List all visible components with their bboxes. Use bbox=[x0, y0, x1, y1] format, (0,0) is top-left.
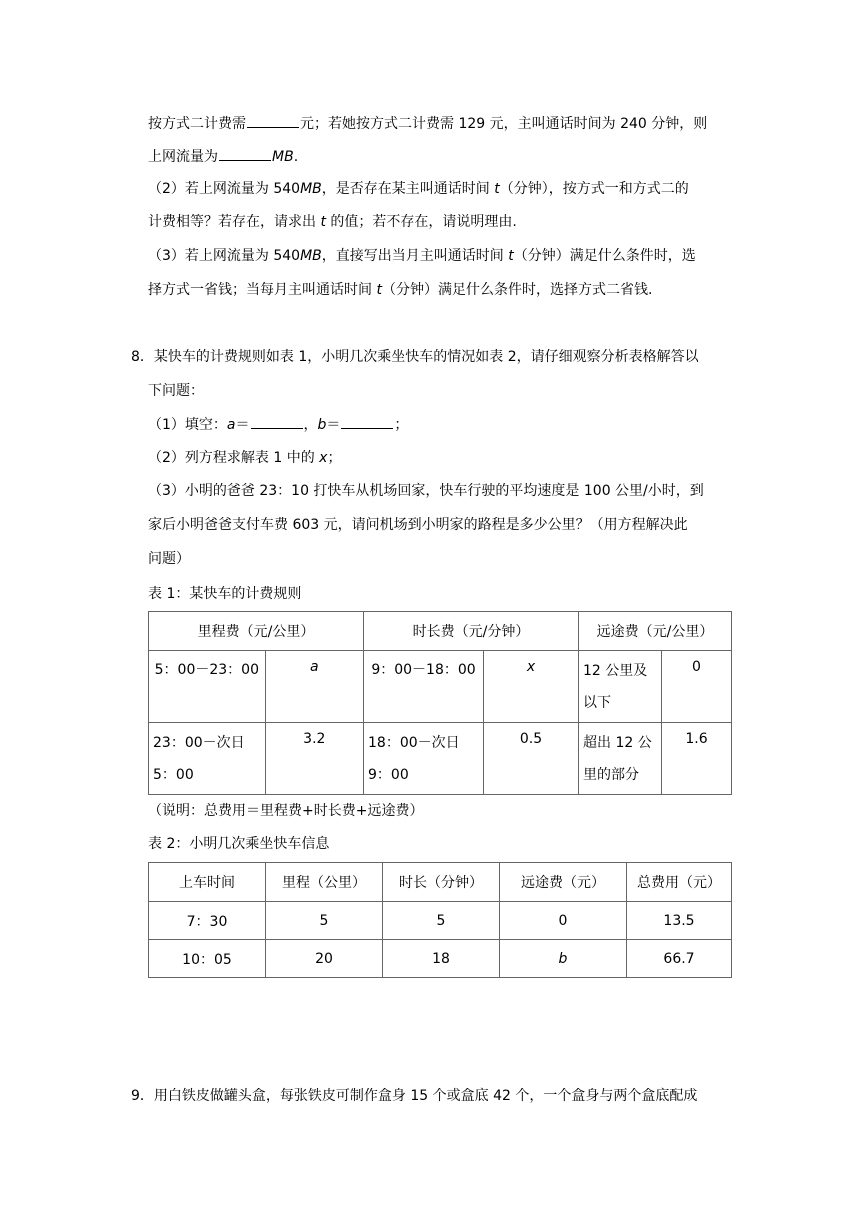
q7-text: （分钟）满足什么条件时，选 bbox=[513, 248, 696, 264]
table1-caption: 表 1：某快车的计费规则 bbox=[148, 586, 302, 602]
table1-cell: 1.6 bbox=[662, 723, 732, 795]
table2-caption: 表 2：小明几次乘坐快车信息 bbox=[148, 836, 330, 852]
table1-cell: 超出 12 公里的部分 bbox=[579, 723, 662, 795]
q7-text: ，是否存在某主叫通话时间 bbox=[321, 181, 490, 197]
var-t: t bbox=[508, 248, 514, 264]
table2-cell: 0 bbox=[500, 902, 627, 940]
q7-text: 元；若她按方式二计费需 129 元，主叫通话时间为 240 分钟，则 bbox=[300, 116, 708, 132]
q7-line2 bbox=[148, 146, 298, 167]
table1-cell: 3.2 bbox=[265, 723, 363, 795]
q7-text: . bbox=[293, 149, 299, 165]
q8-intro-line1: 8．某快车的计费规则如表 1，小明几次乘坐快车的情况如表 2，请仔细观察分析表格解答以 bbox=[131, 349, 699, 365]
answer-blank-b[interactable] bbox=[341, 414, 393, 429]
q8-text: ； bbox=[394, 417, 409, 433]
q7-part2-line1 bbox=[148, 179, 689, 199]
q7-text: （分钟），按方式一和方式二的 bbox=[499, 181, 689, 197]
q7-text: 按方式二计费需 bbox=[148, 116, 246, 132]
q7-text: （3）若上网流量为 540 bbox=[148, 248, 301, 264]
table1-cell: 12 公里及以下 bbox=[579, 651, 662, 723]
q7-text: 计费相等？若存在，请求出 bbox=[148, 214, 316, 230]
var-t: t bbox=[320, 214, 326, 230]
table2 bbox=[148, 862, 732, 978]
table2-header: 上车时间 bbox=[149, 863, 266, 902]
answer-blank-a[interactable] bbox=[251, 414, 303, 429]
q8-text: （2）列方程求解表 1 中的 bbox=[148, 450, 315, 466]
table2-cell: 18 bbox=[383, 940, 500, 978]
table1-cell: 5：00－23：00 bbox=[149, 651, 266, 723]
q7-line1 bbox=[148, 113, 707, 134]
q7-part2-line2 bbox=[148, 212, 517, 232]
table1-header-mileage: 里程费（元/公里） bbox=[149, 612, 364, 651]
q8-intro-line2: 下问题： bbox=[148, 383, 204, 399]
table2-header: 时长（分钟） bbox=[383, 863, 500, 902]
var-b: b bbox=[317, 417, 327, 433]
table1-cell: 0.5 bbox=[484, 723, 579, 795]
q7-text: 的值；若不存在，请说明理由. bbox=[330, 214, 517, 230]
var-t: t bbox=[376, 282, 382, 298]
table2-cell: 13.5 bbox=[627, 902, 732, 940]
q8-text: （1）填空： bbox=[148, 417, 227, 433]
table1-cell: a bbox=[265, 651, 363, 723]
q8-text: ， bbox=[303, 417, 318, 433]
q8-part3-line1: （3）小明的爸爸 23：10 打快车从机场回家，快车行驶的平均速度是 100 公里/小时，到 bbox=[148, 483, 704, 499]
q9-line1: 9．用白铁皮做罐头盒，每张铁皮可制作盒身 15 个或盒底 42 个，一个盒身与两个盒底配成 bbox=[131, 1088, 698, 1104]
q8-part1 bbox=[148, 414, 408, 435]
answer-blank[interactable] bbox=[247, 113, 299, 128]
table1-cell: 0 bbox=[662, 651, 732, 723]
q8-part2 bbox=[148, 448, 341, 468]
q8-text: ＝ bbox=[235, 417, 250, 433]
q7-text: （2）若上网流量为 540 bbox=[148, 181, 301, 197]
table2-header: 总费用（元） bbox=[627, 863, 732, 902]
answer-blank[interactable] bbox=[219, 146, 271, 161]
var-x: x bbox=[319, 450, 328, 466]
q7-text: ，直接写出当月主叫通话时间 bbox=[321, 248, 504, 264]
q7-text: 上网流量为 bbox=[148, 149, 218, 165]
table2-header: 里程（公里） bbox=[266, 863, 383, 902]
table1-cell: 23：00－次日 5：00 bbox=[149, 723, 266, 795]
table1-cell: 9：00－18：00 bbox=[364, 651, 484, 723]
q7-text: （分钟）满足什么条件时，选择方式二省钱. bbox=[381, 282, 653, 298]
table2-cell: 10：05 bbox=[149, 940, 266, 978]
table1-cell: 18：00－次日 9：00 bbox=[364, 723, 484, 795]
table2-cell: 66.7 bbox=[627, 940, 732, 978]
table2-cell: 7：30 bbox=[149, 902, 266, 940]
table2-cell: b bbox=[500, 940, 627, 978]
var-t: t bbox=[494, 181, 500, 197]
unit-mb: MB bbox=[300, 248, 322, 264]
table2-cell: 5 bbox=[383, 902, 500, 940]
unit-mb: MB bbox=[300, 181, 322, 197]
q8-text: ； bbox=[327, 450, 342, 466]
unit-mb: MB bbox=[272, 149, 294, 165]
q7-part3-line2 bbox=[148, 280, 652, 300]
table1-header-longdistance: 远途费（元/公里） bbox=[579, 612, 732, 651]
table-note: （说明：总费用＝里程费+时长费+远途费） bbox=[148, 803, 424, 819]
table1 bbox=[148, 611, 732, 795]
q7-part3-line1 bbox=[148, 246, 696, 266]
table1-header-duration: 时长费（元/分钟） bbox=[364, 612, 579, 651]
q8-text: ＝ bbox=[326, 417, 341, 433]
q8-part3-line2: 家后小明爸爸支付车费 603 元，请问机场到小明家的路程是多少公里？（用方程解决此 bbox=[148, 517, 688, 533]
q7-text: 择方式一省钱；当每月主叫通话时间 bbox=[148, 282, 372, 298]
var-a: a bbox=[226, 417, 236, 433]
table2-cell: 20 bbox=[266, 940, 383, 978]
table2-cell: 5 bbox=[266, 902, 383, 940]
table2-header: 远途费（元） bbox=[500, 863, 627, 902]
table1-cell: x bbox=[484, 651, 579, 723]
q8-part3-line3: 问题） bbox=[148, 551, 190, 567]
